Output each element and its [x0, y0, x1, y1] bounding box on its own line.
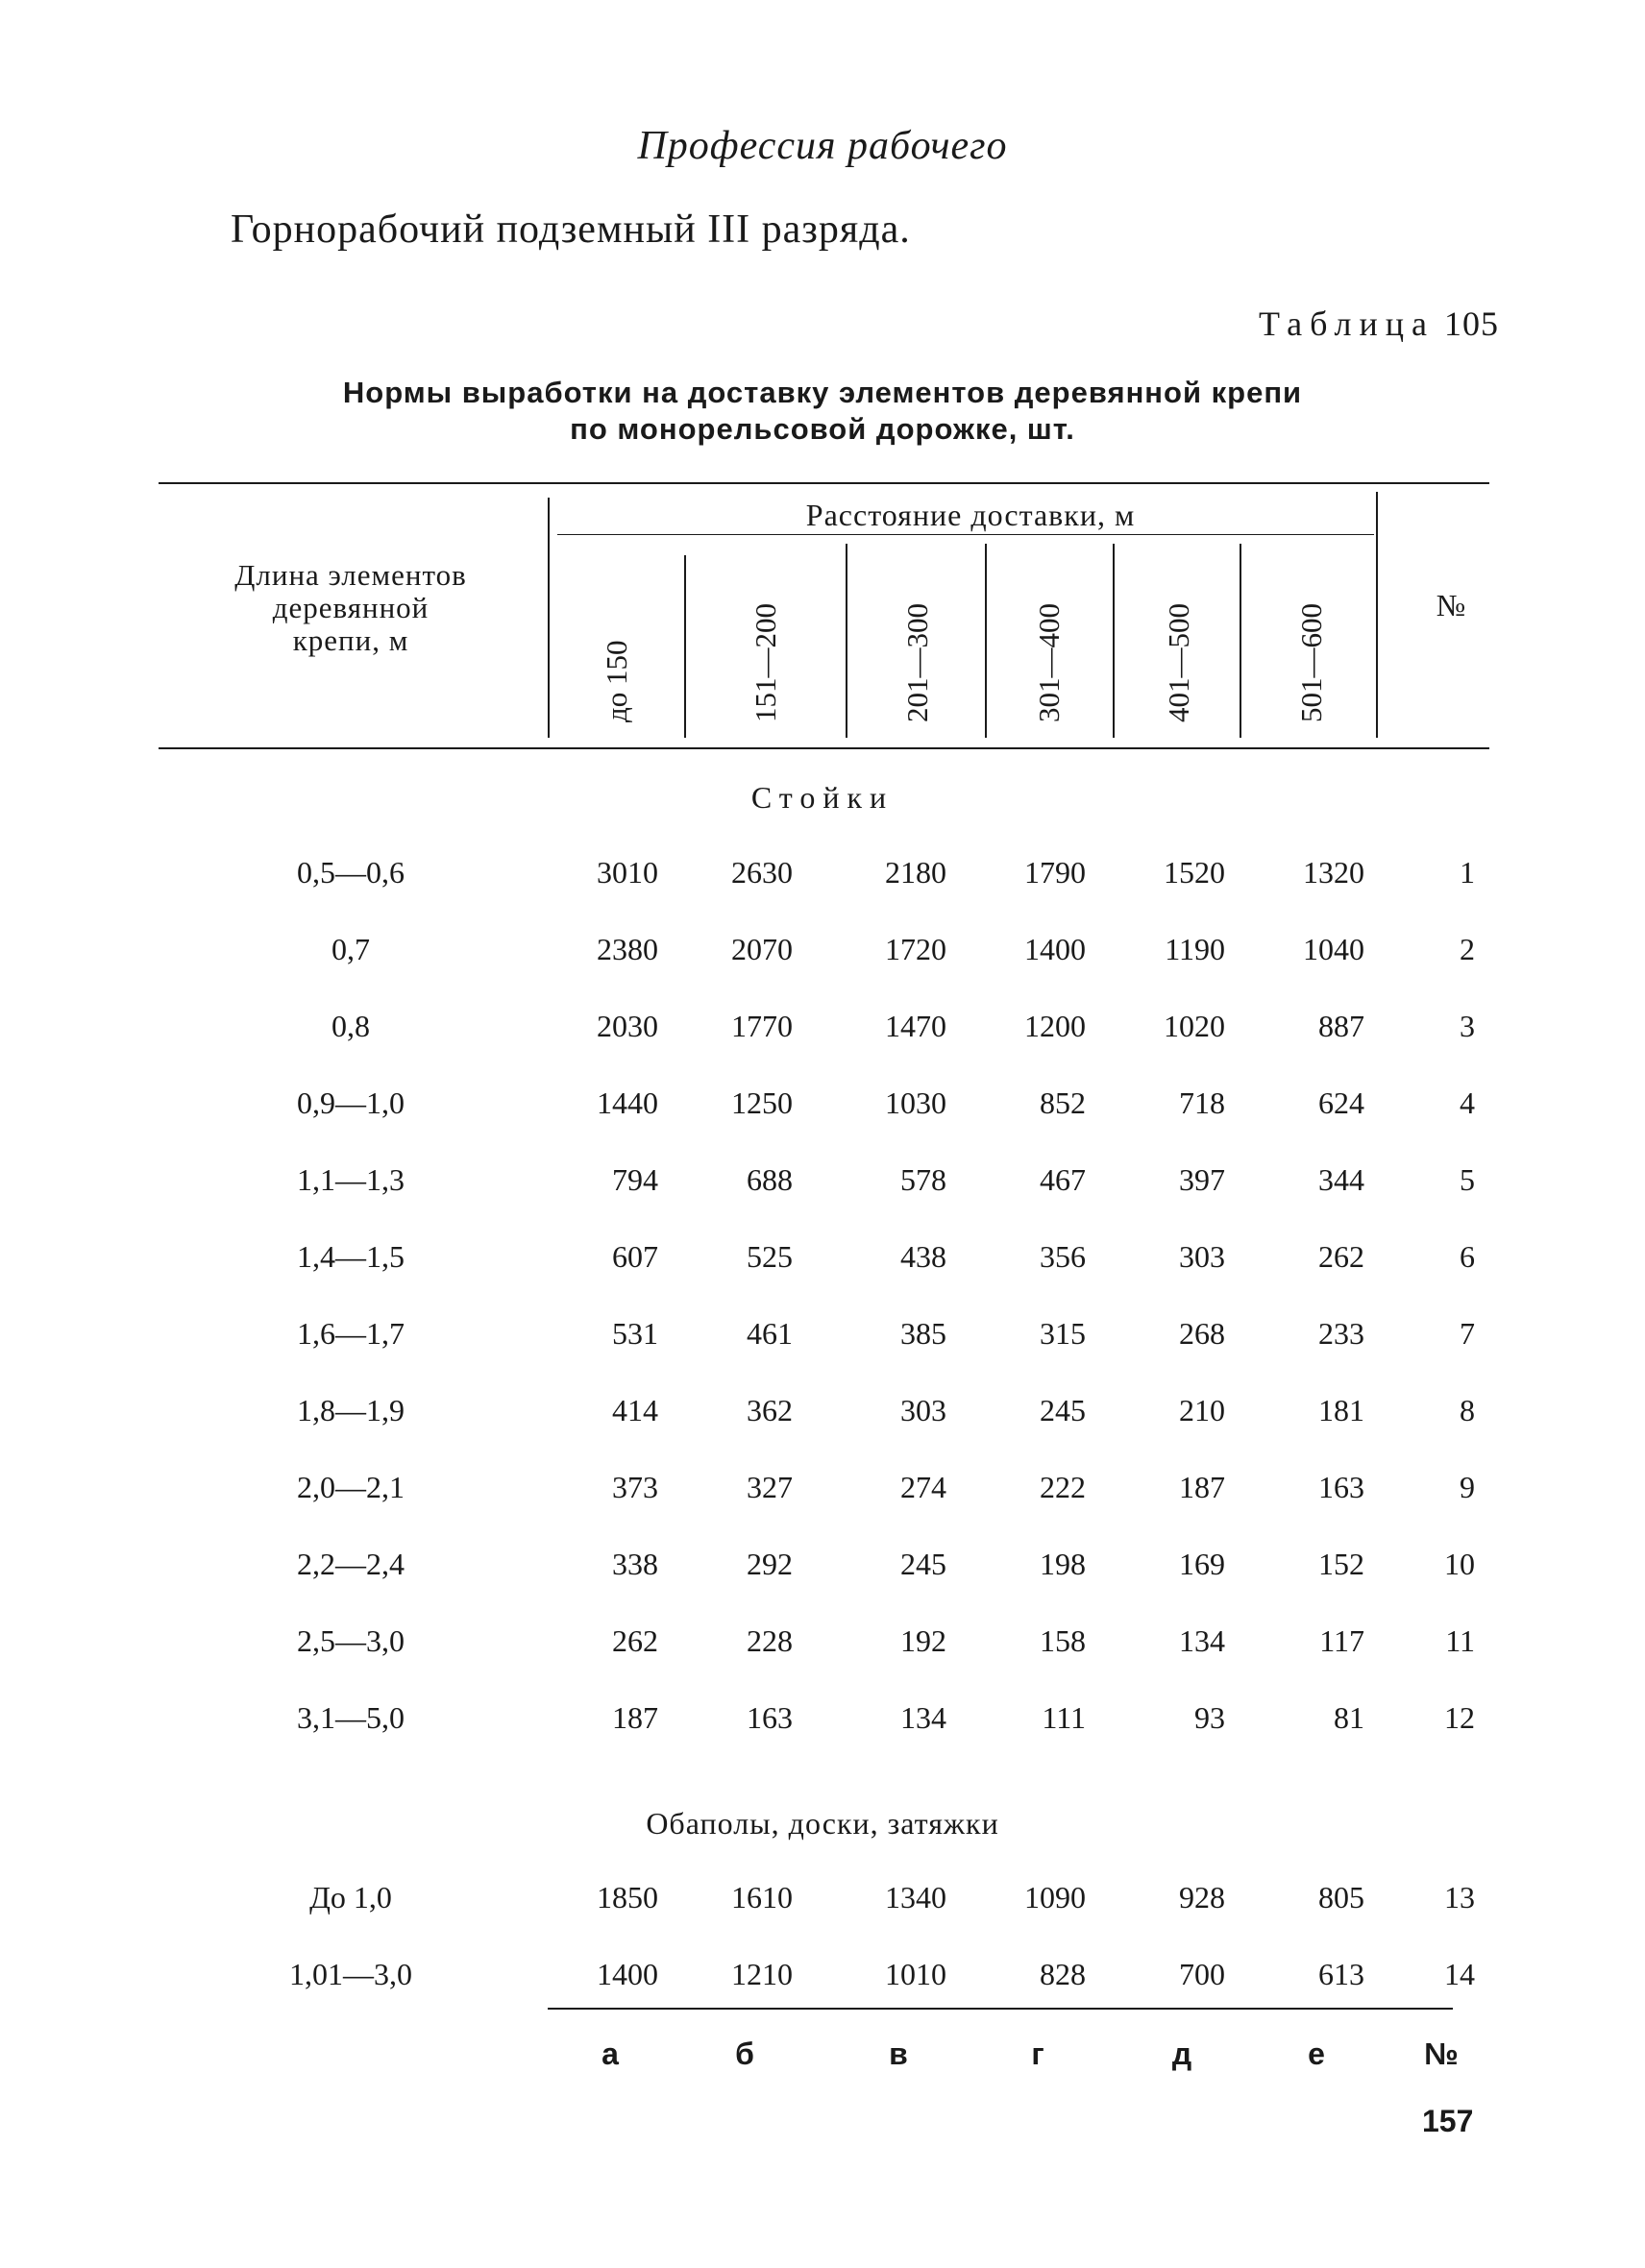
table-title-line1: Нормы выработки на доставку элементов деревянной крепи	[342, 376, 1303, 409]
table-row	[0, 930, 1645, 968]
table-row	[0, 1878, 1645, 1916]
value-cell: 181	[1318, 1393, 1364, 1427]
row-number-cell: 14	[1444, 1957, 1475, 1991]
table-row	[0, 1468, 1645, 1506]
profession-heading: Профессия рабочего	[637, 124, 1008, 168]
value-cell: 163	[747, 1700, 793, 1735]
value-cell: 1210	[731, 1957, 793, 1991]
distance-under-rule	[557, 534, 1374, 535]
length-cell: До 1,0	[309, 1880, 392, 1914]
length-cell: 0,8	[331, 1009, 370, 1043]
value-cell: 338	[612, 1547, 658, 1581]
value-cell: 852	[1040, 1085, 1086, 1120]
value-cell: 531	[612, 1316, 658, 1351]
row-number-cell: 5	[1460, 1162, 1475, 1197]
column-letter: а	[602, 2036, 619, 2071]
value-cell: 1850	[597, 1880, 658, 1914]
value-cell: 262	[1318, 1239, 1364, 1274]
row-number-cell: 1	[1460, 855, 1475, 890]
table-number-value: 105	[1444, 305, 1499, 343]
table-number	[1259, 304, 1499, 344]
value-cell: 315	[1040, 1316, 1086, 1351]
table-row	[0, 1160, 1645, 1199]
table-row	[0, 1622, 1645, 1660]
table-row	[0, 1084, 1645, 1122]
value-cell: 1400	[597, 1957, 658, 1991]
value-cell: 134	[1179, 1623, 1225, 1658]
value-cell: 1090	[1024, 1880, 1086, 1914]
length-header: Длина элементов деревянной крепи, м	[234, 558, 467, 657]
header-divider	[846, 544, 847, 738]
number-header: №	[1436, 588, 1466, 622]
value-cell: 198	[1040, 1547, 1086, 1581]
table-row	[0, 1391, 1645, 1429]
value-cell: 327	[747, 1470, 793, 1504]
header-bottom-rule	[159, 747, 1489, 749]
column-letter: г	[1031, 2036, 1044, 2071]
value-cell: 794	[612, 1162, 658, 1197]
value-cell: 1250	[731, 1085, 793, 1120]
value-cell: 1610	[731, 1880, 793, 1914]
value-cell: 578	[900, 1162, 946, 1197]
length-cell: 0,5—0,6	[297, 855, 405, 890]
row-number-cell: 2	[1460, 932, 1475, 966]
value-cell: 228	[747, 1623, 793, 1658]
value-cell: 887	[1318, 1009, 1364, 1043]
value-cell: 613	[1318, 1957, 1364, 1991]
value-cell: 2380	[597, 932, 658, 966]
section-title-stoiki: Стойки	[750, 780, 895, 815]
value-cell: 718	[1179, 1085, 1225, 1120]
row-number-cell: 10	[1444, 1547, 1475, 1581]
table-title	[0, 375, 1645, 448]
value-cell: 262	[612, 1623, 658, 1658]
table-row	[0, 1698, 1645, 1737]
value-cell: 192	[900, 1623, 946, 1658]
value-cell: 1190	[1165, 932, 1225, 966]
value-cell: 828	[1040, 1957, 1086, 1991]
table-row	[0, 1237, 1645, 1276]
value-cell: 2630	[731, 855, 793, 890]
value-cell: 700	[1179, 1957, 1225, 1991]
table-label: Таблица	[1259, 305, 1435, 343]
row-number-cell: 9	[1460, 1470, 1475, 1504]
value-cell: 1010	[885, 1957, 946, 1991]
value-cell: 2070	[731, 932, 793, 966]
value-cell: 461	[747, 1316, 793, 1351]
length-cell: 1,1—1,3	[297, 1162, 405, 1197]
table-bottom-rule	[548, 2008, 1453, 2010]
value-cell: 1770	[731, 1009, 793, 1043]
row-number-cell: 13	[1444, 1880, 1475, 1914]
value-cell: 245	[900, 1547, 946, 1581]
value-cell: 134	[900, 1700, 946, 1735]
value-cell: 414	[612, 1393, 658, 1427]
value-cell: 344	[1318, 1162, 1364, 1197]
value-cell: 210	[1179, 1393, 1225, 1427]
distance-header: Расстояние доставки, м	[805, 498, 1136, 532]
value-cell: 373	[612, 1470, 658, 1504]
header-divider	[684, 555, 686, 738]
header-divider	[548, 498, 550, 738]
row-number-cell: 7	[1460, 1316, 1475, 1351]
length-cell: 1,6—1,7	[297, 1316, 405, 1351]
value-cell: 2030	[597, 1009, 658, 1043]
row-number-cell: 8	[1460, 1393, 1475, 1427]
value-cell: 397	[1179, 1162, 1225, 1197]
value-cell: 438	[900, 1239, 946, 1274]
column-letters-row	[0, 2035, 1645, 2073]
value-cell: 607	[612, 1239, 658, 1274]
value-cell: 1720	[885, 932, 946, 966]
value-cell: 93	[1194, 1700, 1225, 1735]
value-cell: 688	[747, 1162, 793, 1197]
header-divider	[1240, 544, 1241, 738]
value-cell: 117	[1319, 1623, 1364, 1658]
column-letter: е	[1308, 2036, 1325, 2071]
value-cell: 805	[1318, 1880, 1364, 1914]
value-cell: 222	[1040, 1470, 1086, 1504]
column-letter-no: №	[1424, 2036, 1459, 2071]
length-cell: 1,01—3,0	[289, 1957, 412, 1991]
length-cell: 2,5—3,0	[297, 1623, 405, 1658]
value-cell: 303	[900, 1393, 946, 1427]
value-cell: 1470	[885, 1009, 946, 1043]
row-number-cell: 11	[1445, 1623, 1475, 1658]
section-title-boards: Обаполы, доски, затяжки	[646, 1806, 999, 1841]
page-number: 157	[1422, 2104, 1474, 2138]
row-number-cell: 12	[1444, 1700, 1475, 1735]
value-cell: 292	[747, 1547, 793, 1581]
length-cell: 3,1—5,0	[297, 1700, 405, 1735]
length-cell: 1,4—1,5	[297, 1239, 405, 1274]
value-cell: 1340	[885, 1880, 946, 1914]
length-cell: 0,7	[331, 932, 370, 966]
value-cell: 928	[1179, 1880, 1225, 1914]
value-cell: 1400	[1024, 932, 1086, 966]
value-cell: 274	[900, 1470, 946, 1504]
table-row	[0, 1545, 1645, 1583]
value-cell: 1520	[1164, 855, 1225, 890]
value-cell: 624	[1318, 1085, 1364, 1120]
value-cell: 1440	[597, 1085, 658, 1120]
value-cell: 1030	[885, 1085, 946, 1120]
column-letter: б	[735, 2036, 754, 2071]
table-row	[0, 1007, 1645, 1045]
value-cell: 1320	[1303, 855, 1364, 890]
value-cell: 2180	[885, 855, 946, 890]
value-cell: 525	[747, 1239, 793, 1274]
length-cell: 2,0—2,1	[297, 1470, 405, 1504]
table-row	[0, 853, 1645, 891]
table-top-rule	[159, 482, 1489, 484]
value-cell: 163	[1318, 1470, 1364, 1504]
value-cell: 303	[1179, 1239, 1225, 1274]
value-cell: 111	[1042, 1700, 1086, 1735]
value-cell: 245	[1040, 1393, 1086, 1427]
row-number-cell: 6	[1460, 1239, 1475, 1274]
value-cell: 467	[1040, 1162, 1086, 1197]
value-cell: 362	[747, 1393, 793, 1427]
column-letter: в	[889, 2036, 908, 2071]
length-cell: 0,9—1,0	[297, 1085, 405, 1120]
value-cell: 233	[1318, 1316, 1364, 1351]
value-cell: 268	[1179, 1316, 1225, 1351]
value-cell: 187	[1179, 1470, 1225, 1504]
row-number-cell: 3	[1460, 1009, 1475, 1043]
table-row	[0, 1955, 1645, 1993]
value-cell: 1790	[1024, 855, 1086, 890]
value-cell: 385	[900, 1316, 946, 1351]
table-row	[0, 1314, 1645, 1353]
length-cell: 2,2—2,4	[297, 1547, 405, 1581]
value-cell: 1040	[1303, 932, 1364, 966]
table-title-line2: по монорельсовой дорожке, шт.	[570, 412, 1075, 446]
value-cell: 1020	[1164, 1009, 1225, 1043]
value-cell: 187	[612, 1700, 658, 1735]
value-cell: 3010	[597, 855, 658, 890]
worker-title: Горнорабочий подземный III разряда.	[231, 207, 911, 252]
value-cell: 81	[1334, 1700, 1364, 1735]
header-divider	[985, 544, 987, 738]
value-cell: 1200	[1024, 1009, 1086, 1043]
length-cell: 1,8—1,9	[297, 1393, 405, 1427]
header-divider	[1113, 544, 1115, 738]
value-cell: 356	[1040, 1239, 1086, 1274]
value-cell: 158	[1040, 1623, 1086, 1658]
row-number-cell: 4	[1460, 1085, 1475, 1120]
value-cell: 169	[1179, 1547, 1225, 1581]
value-cell: 152	[1318, 1547, 1364, 1581]
column-letter: д	[1171, 2036, 1192, 2071]
